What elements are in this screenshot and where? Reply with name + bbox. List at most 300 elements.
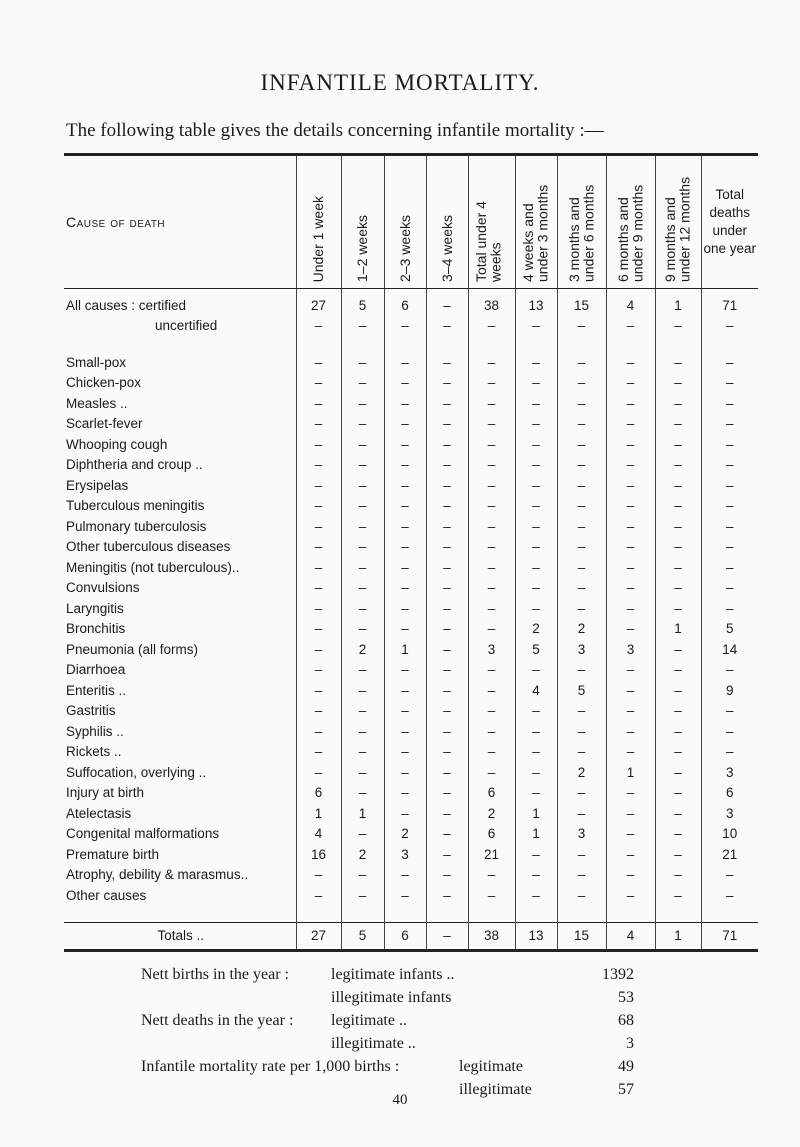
row-value: 27 [296,289,341,316]
row-value: – [296,316,341,337]
row-value: – [557,701,606,722]
row-value: – [468,762,515,783]
row-value: – [557,316,606,337]
row-value: – [426,352,468,373]
row-value: – [384,352,426,373]
row-value: – [426,742,468,763]
row-value: – [341,316,384,337]
row-cause: Atrophy, debility & marasmus.. [66,867,249,883]
table-row [64,660,758,681]
row-value: – [296,680,341,701]
table-row [64,639,758,660]
table-row [64,537,758,558]
row-value: – [606,701,655,722]
row-value: – [515,660,557,681]
row-value: – [341,762,384,783]
row-value: 3 [701,762,758,783]
births-label: Nett births in the year : [141,966,289,983]
row-value: – [341,455,384,476]
row-value: – [341,865,384,886]
row-value: 71 [701,922,758,950]
row-value: – [468,701,515,722]
row-value: – [296,619,341,640]
row-value: – [341,824,384,845]
row-value: 3 [557,824,606,845]
row-value: – [515,496,557,517]
row-value: 6 [384,289,426,316]
row-value: 2 [341,639,384,660]
row-value: – [606,537,655,558]
row-value: – [341,578,384,599]
row-value: – [296,393,341,414]
row-value: – [468,619,515,640]
rate-label: Infantile mortality rate per 1,000 births : [141,1058,400,1075]
row-value: – [426,865,468,886]
table-row [64,885,758,906]
row-value: – [557,783,606,804]
row-value: – [384,434,426,455]
table-row [64,803,758,824]
header-col: Total under 4 weeks [468,155,515,289]
row-value: – [341,701,384,722]
row-value: – [468,352,515,373]
row-cause: Diphtheria and croup .. [66,457,203,473]
table-row [64,352,758,373]
row-cause: Convulsions [66,580,140,596]
row-value: – [426,557,468,578]
row-value: 38 [468,922,515,950]
row-value: – [296,414,341,435]
legit-infants-value: 1392 [602,966,634,983]
row-value: 5 [341,289,384,316]
row-value: – [655,537,701,558]
row-value: – [296,475,341,496]
row-value: – [701,865,758,886]
row-value: – [384,783,426,804]
row-value: – [341,434,384,455]
row-value: – [655,455,701,476]
row-value: – [515,393,557,414]
rate-legit-label: legitimate [459,1058,523,1075]
row-cause: Other tuberculous diseases [66,539,231,555]
row-value: – [701,598,758,619]
row-value: – [426,578,468,599]
row-value: – [655,373,701,394]
row-value: – [341,619,384,640]
row-value: 1 [384,639,426,660]
table-header-row [64,155,758,289]
row-value: – [296,578,341,599]
table-row [64,414,758,435]
row-value: 13 [515,922,557,950]
row-value: – [468,721,515,742]
row-value: – [296,557,341,578]
row-value: – [606,393,655,414]
deaths-label: Nett deaths in the year : [141,1012,294,1029]
page-title: INFANTILE MORTALITY. [260,70,540,95]
row-value: – [655,865,701,886]
row-value: – [655,475,701,496]
row-value: – [655,783,701,804]
row-cause: Totals .. [64,922,296,950]
row-value: – [606,865,655,886]
row-cause: Gastritis [66,703,116,719]
row-value: – [384,557,426,578]
row-value: – [606,885,655,906]
header-col: 4 weeks and under 3 months [515,155,557,289]
row-value: – [515,455,557,476]
row-value: – [557,434,606,455]
row-value: – [341,660,384,681]
row-value: – [426,824,468,845]
row-value: – [515,742,557,763]
row-value: – [515,516,557,537]
row-value: – [468,516,515,537]
row-value: – [606,475,655,496]
row-value: 5 [341,922,384,950]
row-value: – [468,373,515,394]
row-value: – [426,701,468,722]
row-value: 1 [296,803,341,824]
row-value: – [701,885,758,906]
row-value: – [468,578,515,599]
row-value: – [426,393,468,414]
row-value: – [655,598,701,619]
row-value: – [606,598,655,619]
row-cause: All causes : certified [66,297,187,313]
row-value: 1 [655,922,701,950]
intro-text: The following table gives the details concerning infantile mortality :— [66,120,604,141]
table-row [64,475,758,496]
row-value: – [384,803,426,824]
row-value: 2 [557,619,606,640]
row-value: – [426,639,468,660]
row-value: – [557,803,606,824]
row-value: – [655,414,701,435]
row-value: – [557,660,606,681]
header-col: 3–4 weeks [426,155,468,289]
row-value: – [701,414,758,435]
row-value: – [515,352,557,373]
table-row [64,701,758,722]
row-value: 71 [701,289,758,316]
row-value: – [384,762,426,783]
deaths-illegit-value: 3 [626,1035,634,1052]
row-value: – [296,721,341,742]
deaths-legit-value: 68 [618,1012,634,1029]
row-value: – [515,414,557,435]
header-col: 2–3 weeks [384,155,426,289]
row-value: – [655,844,701,865]
row-value: – [701,496,758,517]
row-value: 14 [701,639,758,660]
row-cause: Scarlet-fever [66,416,143,432]
table-row [64,844,758,865]
row-value: – [515,865,557,886]
row-value: 1 [655,289,701,316]
table-row [64,598,758,619]
row-value: – [384,660,426,681]
row-value: – [384,393,426,414]
row-cause: Injury at birth [66,785,145,801]
table-row [64,824,758,845]
row-value: – [515,885,557,906]
row-cause: Bronchitis [66,621,126,637]
row-value: – [655,496,701,517]
row-value: 1 [655,619,701,640]
row-value: – [296,762,341,783]
row-cause: Pneumonia (all forms) [66,641,199,657]
row-value: – [384,516,426,537]
row-value: – [701,516,758,537]
row-value: – [468,598,515,619]
row-value: – [341,742,384,763]
row-value: – [557,516,606,537]
row-value: 6 [468,783,515,804]
row-value: – [341,598,384,619]
row-value: – [655,516,701,537]
row-value: – [296,352,341,373]
row-value: – [384,721,426,742]
row-value: – [468,414,515,435]
row-value: – [426,680,468,701]
row-value: 3 [468,639,515,660]
row-value: – [426,598,468,619]
row-value: – [557,844,606,865]
row-value: – [515,373,557,394]
row-cause: Enteritis .. [66,682,127,698]
row-value: 4 [296,824,341,845]
table-row [64,578,758,599]
spacer-row [64,336,758,352]
row-value: – [701,455,758,476]
row-value: 3 [701,803,758,824]
rate-legit-value: 49 [618,1058,634,1075]
row-value: 16 [296,844,341,865]
legit-infants-label: legitimate infants .. [331,966,455,983]
row-value: – [606,803,655,824]
row-value: – [426,783,468,804]
table-row [64,455,758,476]
row-value: 6 [468,824,515,845]
table-row [64,865,758,886]
row-value: – [384,865,426,886]
row-value: – [341,373,384,394]
row-value: 27 [296,922,341,950]
row-value: 1 [606,762,655,783]
table-row [64,557,758,578]
row-value: – [557,537,606,558]
row-value: – [384,316,426,337]
header-col: 9 months and under 12 months [655,155,701,289]
row-value: – [557,557,606,578]
row-value: – [515,701,557,722]
row-cause: uncertified [155,318,218,334]
row-value: – [296,865,341,886]
row-value: – [606,844,655,865]
row-value: 5 [515,639,557,660]
row-value: – [341,783,384,804]
row-value: – [426,537,468,558]
row-value: – [296,701,341,722]
row-value: – [296,434,341,455]
row-value: – [701,721,758,742]
row-cause: Premature birth [66,846,160,862]
row-value: – [655,393,701,414]
row-value: – [515,844,557,865]
row-value: – [468,680,515,701]
row-value: – [655,352,701,373]
row-value: – [341,475,384,496]
row-value: – [701,701,758,722]
row-value: – [606,352,655,373]
row-value: – [557,496,606,517]
row-value: – [296,455,341,476]
row-value: – [655,316,701,337]
table-row [64,619,758,640]
table-row [64,680,758,701]
row-value: 3 [557,639,606,660]
row-value: 21 [701,844,758,865]
header-col: Under 1 week [296,155,341,289]
row-value: – [296,373,341,394]
row-value: 6 [384,922,426,950]
row-value: – [557,598,606,619]
row-value: 2 [515,619,557,640]
row-value: – [701,475,758,496]
row-value: – [426,455,468,476]
row-value: – [296,660,341,681]
row-value: – [384,475,426,496]
table-row [64,316,758,337]
row-value: – [701,578,758,599]
row-value: 21 [468,844,515,865]
row-value: – [557,373,606,394]
row-value: – [515,598,557,619]
row-value: – [515,762,557,783]
row-value: – [515,783,557,804]
row-value: – [606,316,655,337]
row-value: – [426,721,468,742]
row-value: – [468,393,515,414]
table-row [64,496,758,517]
row-value: – [606,578,655,599]
row-cause: Whooping cough [66,436,168,452]
row-value: – [655,701,701,722]
row-value: – [426,516,468,537]
row-value: – [701,373,758,394]
row-value: – [606,455,655,476]
row-value: – [655,721,701,742]
totals-row [64,922,758,950]
row-value: – [655,742,701,763]
row-value: – [557,578,606,599]
row-value: – [606,414,655,435]
row-value: 3 [384,844,426,865]
row-value: – [515,475,557,496]
header-total-col: Total deaths under one year [701,155,758,289]
row-value: – [426,844,468,865]
row-value: – [606,619,655,640]
table-row [64,393,758,414]
header-cause: Cause of death [64,155,296,289]
row-value: – [701,434,758,455]
spacer-row [64,906,758,923]
row-value: – [296,496,341,517]
row-value: – [606,783,655,804]
row-value: – [384,742,426,763]
table-row [64,721,758,742]
row-cause: Diarrhoea [66,662,126,678]
row-value: 2 [557,762,606,783]
row-value: – [606,373,655,394]
row-value: – [468,496,515,517]
table-row [64,516,758,537]
row-value: 2 [384,824,426,845]
row-value: – [655,578,701,599]
row-value: – [296,639,341,660]
row-value: – [557,455,606,476]
row-value: – [468,865,515,886]
row-value: – [606,742,655,763]
deaths-illegit-label: illegitimate .. [331,1035,416,1052]
row-value: – [426,660,468,681]
row-value: – [606,496,655,517]
row-value: – [515,316,557,337]
row-value: 1 [341,803,384,824]
row-value: – [426,316,468,337]
row-value: 5 [701,619,758,640]
row-value: – [557,475,606,496]
row-value: – [384,680,426,701]
row-value: – [655,680,701,701]
table-row [64,742,758,763]
table-row [64,373,758,394]
row-value: – [655,885,701,906]
row-value: – [515,578,557,599]
row-value: – [701,557,758,578]
row-cause: Pulmonary tuberculosis [66,518,207,534]
row-cause: Tuberculous meningitis [66,498,205,514]
row-value: – [341,885,384,906]
row-cause: Syphilis .. [66,723,124,739]
row-cause: Chicken-pox [66,375,142,391]
mortality-table [64,153,758,952]
row-value: – [468,660,515,681]
row-cause: Suffocation, overlying .. [66,764,207,780]
row-value: – [341,352,384,373]
row-value: 13 [515,289,557,316]
row-value: – [655,557,701,578]
row-value: – [426,803,468,824]
row-value: – [426,475,468,496]
row-cause: Other causes [66,887,147,903]
row-value: – [606,824,655,845]
row-value: – [341,414,384,435]
row-value: – [426,414,468,435]
rate-illegit-label: illegitimate [459,1081,532,1098]
row-value: – [557,414,606,435]
row-value: – [341,557,384,578]
row-value: 38 [468,289,515,316]
row-cause: Meningitis (not tuberculous).. [66,559,240,575]
row-cause: Congenital malformations [66,826,220,842]
row-value: – [557,865,606,886]
row-value: – [426,434,468,455]
row-value: – [515,434,557,455]
row-value: – [296,742,341,763]
header-col: 3 months and under 6 months [557,155,606,289]
